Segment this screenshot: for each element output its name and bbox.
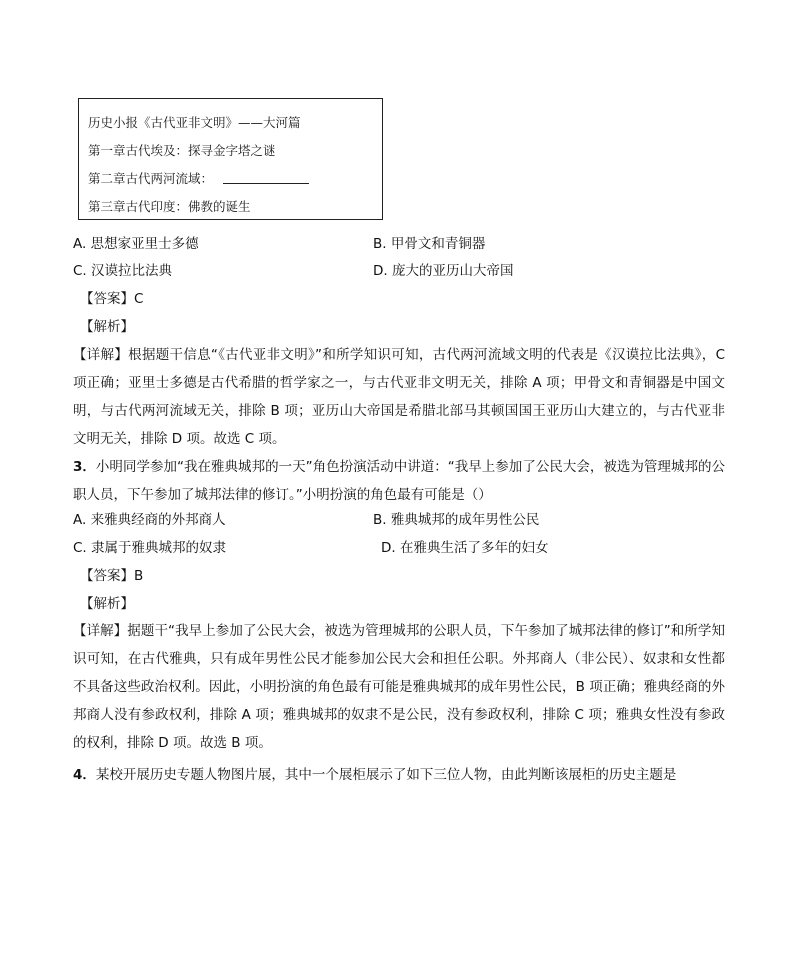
q2-option-b: B. 甲骨文和青铜器: [373, 236, 486, 252]
q2-option-c: C. 汉谟拉比法典: [73, 263, 173, 279]
answer-value: B: [134, 568, 144, 584]
detail-text: 根据题干信息“《古代亚非文明》”和所学知识可知，古代两河流域文明的代表是《汉谟拉比法典》，C 项正确；亚里士多德是古代希腊的哲学家之一，与古代亚非文明无关，排除 A 项；甲骨文和青铜器是中国文明，与古代两河流域无关，排除 B 项；亚历山大帝国是希腊北部马其顿国国王亚历山大建立的，与古代亚非文明无关，排除 D 项。故选 C 项。: [73, 347, 725, 447]
detail-label: 【详解】: [73, 347, 129, 363]
chapter-1: 第一章古代埃及：探寻金字塔之谜: [88, 143, 276, 158]
q3-answer: [80, 566, 143, 586]
fill-blank: [223, 169, 309, 184]
q3-stem-text: 小明同学参加“我在雅典城邦的一天”角色扮演活动中讲道：“我早上参加了公民大会，被选为管理城邦的公职人员，下午参加了城邦法律的修订。”小明扮演的角色最有可能是（）: [73, 459, 725, 503]
q2-analysis-label: 【解析】: [80, 319, 134, 335]
answer-label: 【答案】: [80, 291, 134, 307]
q3-number: 3．: [73, 459, 96, 475]
q2-option-d: D. 庞大的亚历山大帝国: [373, 263, 514, 279]
q2-answer: [80, 289, 143, 309]
chapter-2: [88, 165, 382, 193]
answer-label: 【答案】: [80, 568, 134, 584]
q4-stem: [73, 761, 725, 789]
q4-stem-text: 某校开展历史专题人物图片展，其中一个展柜展示了如下三位人物，由此判断该展柜的历史主题是: [95, 767, 677, 783]
chapter-2-text: 第二章古代两河流域：: [88, 171, 214, 186]
q3-analysis-label: 【解析】: [80, 596, 134, 612]
q3-option-d: D. 在雅典生活了多年的妇女: [381, 540, 549, 556]
q3-detail: [73, 617, 725, 757]
newspaper-box: [78, 98, 383, 220]
q3-stem: [73, 453, 725, 509]
newspaper-title: 历史小报《古代亚非文明》——大河篇: [88, 115, 301, 130]
detail-label: 【详解】: [73, 623, 128, 639]
q2-detail: [73, 341, 725, 453]
q4-number: 4．: [73, 767, 96, 783]
chapter-3: 第三章古代印度：佛教的诞生: [88, 199, 251, 214]
answer-value: C: [134, 291, 144, 307]
q3-option-a: A. 来雅典经商的外邦商人: [73, 512, 226, 528]
q3-option-c: C. 隶属于雅典城邦的奴隶: [73, 540, 227, 556]
detail-text: 据题干“我早上参加了公民大会，被选为管理城邦的公职人员，下午参加了城邦法律的修订”和所学知识可知，在古代雅典，只有成年男性公民才能参加公民大会和担任公职。外邦商人（非公民）、奴隶和女性都不具备这些政治权利。因此，小明扮演的角色最有可能是雅典城邦的成年男性公民，B 项正确；雅典经商的外邦商人没有参政权利，排除 A 项；雅典城邦的奴隶不是公民，没有参政权利，排除 C 项；雅典女性没有参政的权利，排除 D 项。故选 B 项。: [73, 623, 725, 751]
q3-option-b: B. 雅典城邦的成年男性公民: [373, 512, 540, 528]
q2-option-a: A. 思想家亚里士多德: [73, 236, 199, 252]
